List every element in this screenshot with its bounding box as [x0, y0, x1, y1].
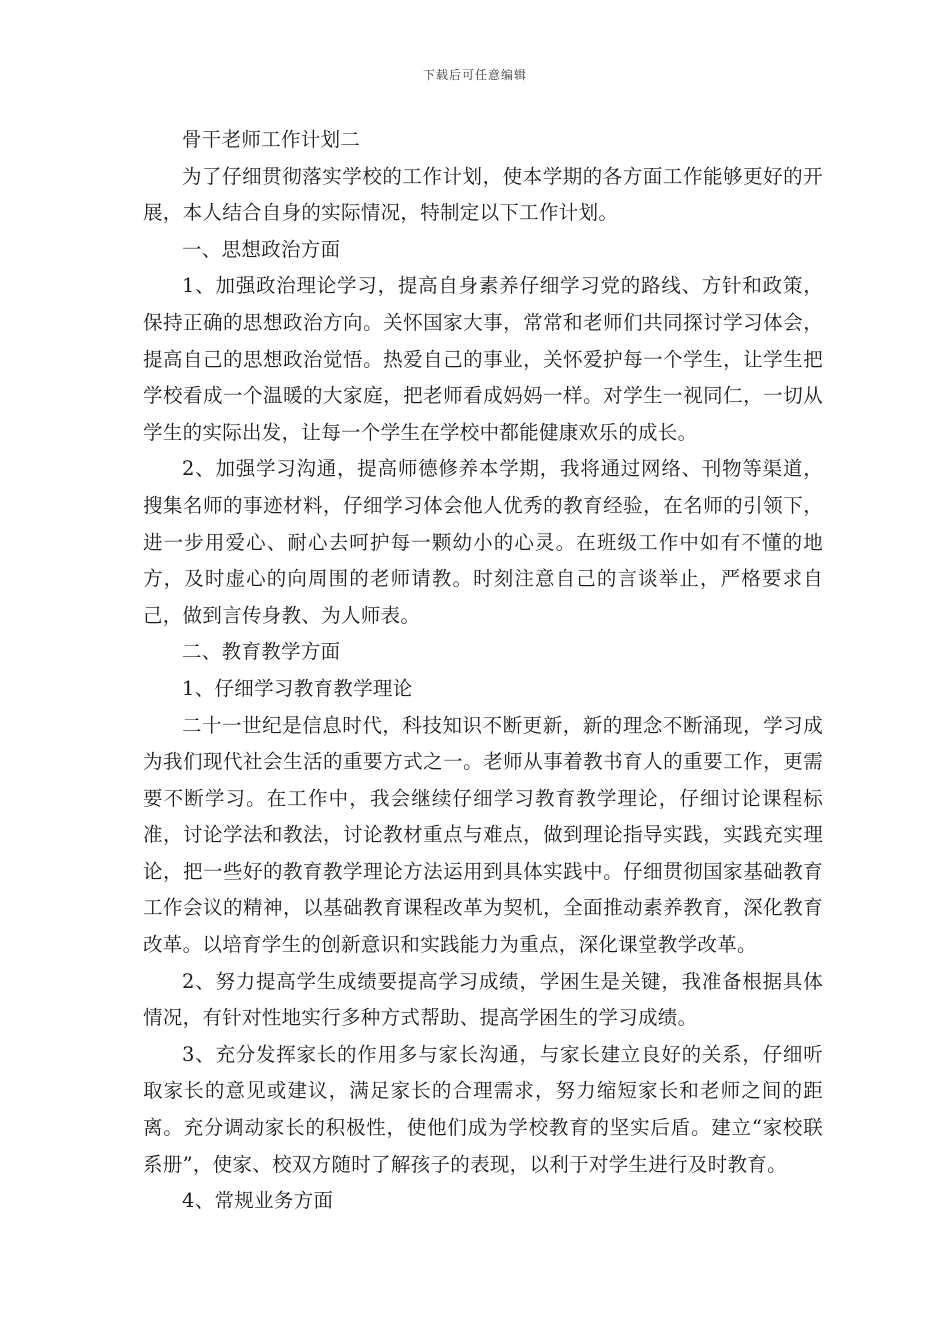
intro-paragraph: 为了仔细贯彻落实学校的工作计划，使本学期的各方面工作能够更好的开展，本人结合自身的实际情况，特制定以下工作计划。	[143, 164, 823, 225]
document-body	[143, 122, 823, 1220]
subheading-teaching-theory: 1、仔细学习教育教学理论	[182, 676, 413, 700]
paragraph-parents: 3、充分发挥家长的作用多与家长沟通，与家长建立良好的关系，仔细听取家长的意见或建议，满足家长的合理需求，努力缩短家长和老师之间的距离。充分调动家长的积极性，使他们成为学校教育的坚实后盾。建立“家校联系册”，使家、校双方随时了解孩子的表现，以利于对学生进行及时教育。	[143, 1042, 823, 1176]
page-header: 下载后可任意编辑	[422, 68, 527, 82]
section-heading-ideology: 一、思想政治方面	[182, 237, 341, 261]
section-heading-teaching: 二、教育教学方面	[182, 640, 341, 664]
paragraph-communication: 2、加强学习沟通，提高师德修养本学期，我将通过网络、刊物等渠道，搜集名师的事迹材料，仔细学习体会他人优秀的教育经验，在名师的引领下，进一步用爱心、耐心去呵护每一颗幼小的心灵。在班级工作中如有不懂的地方，及时虚心的向周围的老师请教。时刻注意自己的言谈举止，严格要求自己，做到言传身教、为人师表。	[143, 457, 823, 627]
subheading-routine-work: 4、常规业务方面	[182, 1189, 334, 1213]
paragraph-student-grades: 2、努力提高学生成绩要提高学习成绩，学困生是关键，我准备根据具体情况，有针对性地实行多种方式帮助、提高学困生的学习成绩。	[143, 969, 823, 1030]
document-title: 骨干老师工作计划二	[182, 128, 361, 151]
paragraph-21st-century: 二十一世纪是信息时代，科技知识不断更新，新的理念不断涌现，学习成为我们现代社会生活的重要方式之一。老师从事着教书育人的重要工作，更需要不断学习。在工作中，我会继续仔细学习教育教学理论，仔细讨论课程标准，讨论学法和教法，讨论教材重点与难点，做到理论指导实践，实践充实理论，把一些好的教育教学理论方法运用到具体实践中。仔细贯彻国家基础教育工作会议的精神，以基础教育课程改革为契机，全面推动素养教育，深化教育改革。以培育学生的创新意识和实践能力为重点，深化课堂教学改革。	[143, 713, 823, 957]
paragraph-theory-study: 1、加强政治理论学习，提高自身素养仔细学习党的路线、方针和政策，保持正确的思想政治方向。关怀国家大事，常常和老师们共同探讨学习体会，提高自己的思想政治觉悟。热爱自己的事业，关怀爱护每一个学生，让学生把学校看成一个温暖的大家庭，把老师看成妈妈一样。对学生一视同仁，一切从学生的实际出发，让每一个学生在学校中都能健康欢乐的成长。	[143, 274, 823, 444]
